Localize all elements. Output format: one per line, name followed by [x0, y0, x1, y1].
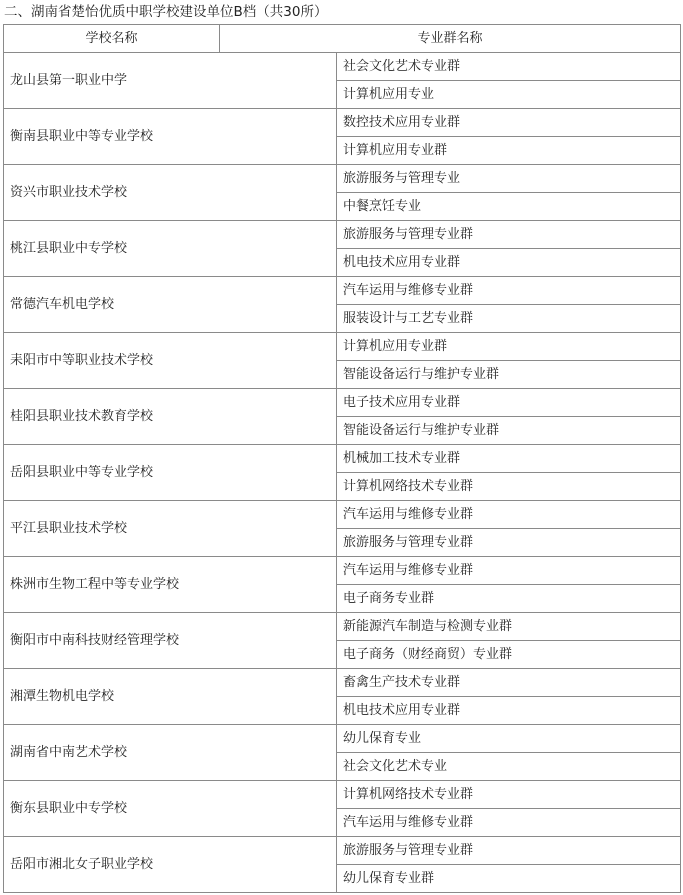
school-name-cell: 株洲市生物工程中等专业学校 [4, 557, 337, 613]
table-row [4, 837, 681, 865]
school-name-cell: 龙山县第一职业中学 [4, 53, 337, 109]
school-name-cell: 湘潭生物机电学校 [4, 669, 337, 725]
major-group-cell: 电子技术应用专业群 [337, 389, 681, 417]
table-row [4, 53, 681, 81]
table-row [4, 445, 681, 473]
table-row [4, 109, 681, 137]
school-name-cell: 岳阳市湘北女子职业学校 [4, 837, 337, 893]
school-name-cell: 岳阳县职业中等专业学校 [4, 445, 337, 501]
major-group-cell: 电子商务专业群 [337, 585, 681, 613]
table-row [4, 725, 681, 753]
major-group-cell: 数控技术应用专业群 [337, 109, 681, 137]
page-title: 二、湖南省楚怡优质中职学校建设单位B档（共30所） [4, 4, 328, 20]
school-name-cell: 耒阳市中等职业技术学校 [4, 333, 337, 389]
school-name-cell: 平江县职业技术学校 [4, 501, 337, 557]
table-row [4, 165, 681, 193]
table-row [4, 389, 681, 417]
major-group-cell: 汽车运用与维修专业群 [337, 809, 681, 837]
major-group-cell: 旅游服务与管理专业群 [337, 221, 681, 249]
major-group-cell: 计算机应用专业群 [337, 137, 681, 165]
table-body [4, 53, 681, 893]
table-row [4, 557, 681, 585]
major-group-cell: 幼儿保育专业 [337, 725, 681, 753]
major-group-cell: 机电技术应用专业群 [337, 697, 681, 725]
table-row [4, 221, 681, 249]
school-name-cell: 常德汽车机电学校 [4, 277, 337, 333]
major-group-cell: 旅游服务与管理专业 [337, 165, 681, 193]
major-group-cell: 新能源汽车制造与检测专业群 [337, 613, 681, 641]
school-name-cell: 资兴市职业技术学校 [4, 165, 337, 221]
major-group-cell: 机械加工技术专业群 [337, 445, 681, 473]
school-name-cell: 桃江县职业中专学校 [4, 221, 337, 277]
major-group-cell: 社会文化艺术专业 [337, 753, 681, 781]
major-group-cell: 旅游服务与管理专业群 [337, 837, 681, 865]
table-row [4, 501, 681, 529]
table-row [4, 333, 681, 361]
school-name-cell: 衡东县职业中专学校 [4, 781, 337, 837]
major-group-cell: 计算机网络技术专业群 [337, 781, 681, 809]
school-table [3, 24, 681, 893]
major-group-cell: 计算机应用专业 [337, 81, 681, 109]
major-group-cell: 计算机网络技术专业群 [337, 473, 681, 501]
school-name-cell: 桂阳县职业技术教育学校 [4, 389, 337, 445]
major-group-cell: 幼儿保育专业群 [337, 865, 681, 893]
table-row [4, 613, 681, 641]
school-name-cell: 湖南省中南艺术学校 [4, 725, 337, 781]
major-group-cell: 汽车运用与维修专业群 [337, 557, 681, 585]
major-group-cell: 智能设备运行与维护专业群 [337, 361, 681, 389]
school-name-cell: 衡南县职业中等专业学校 [4, 109, 337, 165]
major-group-cell: 旅游服务与管理专业群 [337, 529, 681, 557]
major-group-cell: 智能设备运行与维护专业群 [337, 417, 681, 445]
major-group-cell: 畜禽生产技术专业群 [337, 669, 681, 697]
major-group-cell: 汽车运用与维修专业群 [337, 277, 681, 305]
table-header-row [4, 25, 681, 53]
school-name-cell: 衡阳市中南科技财经管理学校 [4, 613, 337, 669]
major-group-cell: 中餐烹饪专业 [337, 193, 681, 221]
major-group-cell: 汽车运用与维修专业群 [337, 501, 681, 529]
table-row [4, 277, 681, 305]
header-major-group: 专业群名称 [220, 25, 681, 53]
major-group-cell: 电子商务（财经商贸）专业群 [337, 641, 681, 669]
table-row [4, 781, 681, 809]
table-row [4, 669, 681, 697]
major-group-cell: 计算机应用专业群 [337, 333, 681, 361]
major-group-cell: 服装设计与工艺专业群 [337, 305, 681, 333]
major-group-cell: 社会文化艺术专业群 [337, 53, 681, 81]
header-school-name: 学校名称 [4, 25, 220, 53]
major-group-cell: 机电技术应用专业群 [337, 249, 681, 277]
